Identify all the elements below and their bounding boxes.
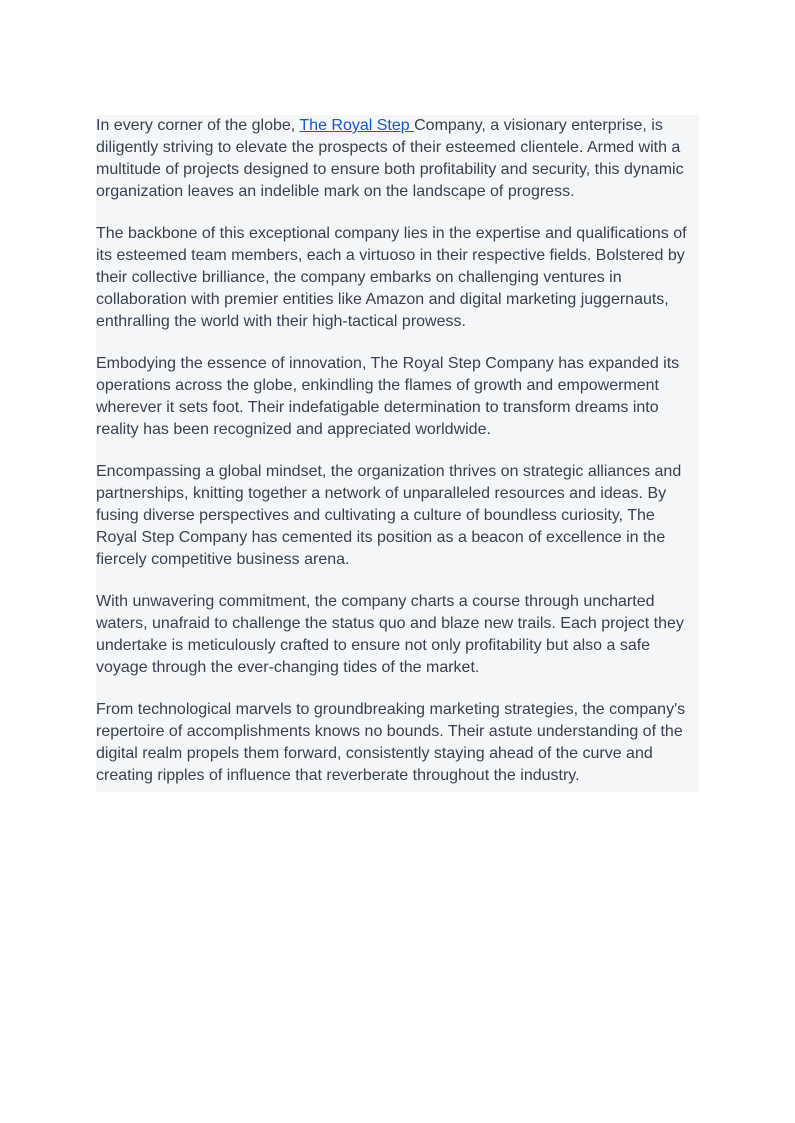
text-line: Royal Step Company has cemented its position as a beacon of excellence in the bbox=[96, 529, 666, 546]
text-line: voyage through the ever-changing tides of the market. bbox=[96, 659, 480, 676]
text-line: diligently striving to elevate the prospects of their esteemed clientele. Armed with a bbox=[96, 139, 681, 156]
text-line: undertake is meticulously crafted to ensure not only profitability but also a safe bbox=[96, 637, 651, 654]
text-line: multitude of projects designed to ensure both profitability and security, this dynamic bbox=[96, 161, 684, 178]
paragraph-3 bbox=[96, 353, 699, 441]
paragraph-2 bbox=[96, 223, 699, 333]
text-line: Encompassing a global mindset, the organization thrives on strategic alliances and bbox=[96, 463, 682, 480]
paragraph-4 bbox=[96, 461, 699, 571]
text-line: its esteemed team members, each a virtuoso in their respective fields. Bolstered by bbox=[96, 247, 685, 264]
text-line: reality has been recognized and appreciated worldwide. bbox=[96, 421, 491, 438]
text-line: enthralling the world with their high-tactical prowess. bbox=[96, 313, 466, 330]
royal-step-link[interactable]: The Royal Step bbox=[299, 117, 415, 134]
text-line: their collective brilliance, the company embarks on challenging ventures in bbox=[96, 269, 622, 286]
text-line: fiercely competitive business arena. bbox=[96, 551, 350, 568]
text-line: repertoire of accomplishments knows no bounds. Their astute understanding of the bbox=[96, 723, 683, 740]
text-line: The backbone of this exceptional company lies in the expertise and qualifications of bbox=[96, 225, 687, 242]
paragraph-6 bbox=[96, 699, 699, 787]
paragraph-1 bbox=[96, 115, 699, 203]
text-line: creating ripples of influence that reverberate throughout the industry. bbox=[96, 767, 580, 784]
text-line: collaboration with premier entities like Amazon and digital marketing juggernauts, bbox=[96, 291, 669, 308]
text-segment: Company, a visionary enterprise, is bbox=[414, 117, 663, 134]
text-line: With unwavering commitment, the company charts a course through uncharted bbox=[96, 593, 655, 610]
text-line: fusing diverse perspectives and cultivating a culture of boundless curiosity, The bbox=[96, 507, 655, 524]
text-line: operations across the globe, enkindling the flames of growth and empowerment bbox=[96, 377, 659, 394]
text-line: organization leaves an indelible mark on the landscape of progress. bbox=[96, 183, 575, 200]
text-line bbox=[96, 115, 699, 137]
text-line: partnerships, knitting together a network of unparalleled resources and ideas. By bbox=[96, 485, 667, 502]
text-line: waters, unafraid to challenge the status quo and blaze new trails. Each project they bbox=[96, 615, 684, 632]
text-line: wherever it sets foot. Their indefatigable determination to transform dreams into bbox=[96, 399, 659, 416]
text-segment: In every corner of the globe, bbox=[96, 117, 300, 134]
text-line: digital realm propels them forward, consistently staying ahead of the curve and bbox=[96, 745, 653, 762]
text-line: From technological marvels to groundbreaking marketing strategies, the company's bbox=[96, 701, 686, 718]
text-line: Embodying the essence of innovation, The Royal Step Company has expanded its bbox=[96, 355, 680, 372]
content-block bbox=[96, 115, 699, 792]
paragraph-5 bbox=[96, 591, 699, 679]
